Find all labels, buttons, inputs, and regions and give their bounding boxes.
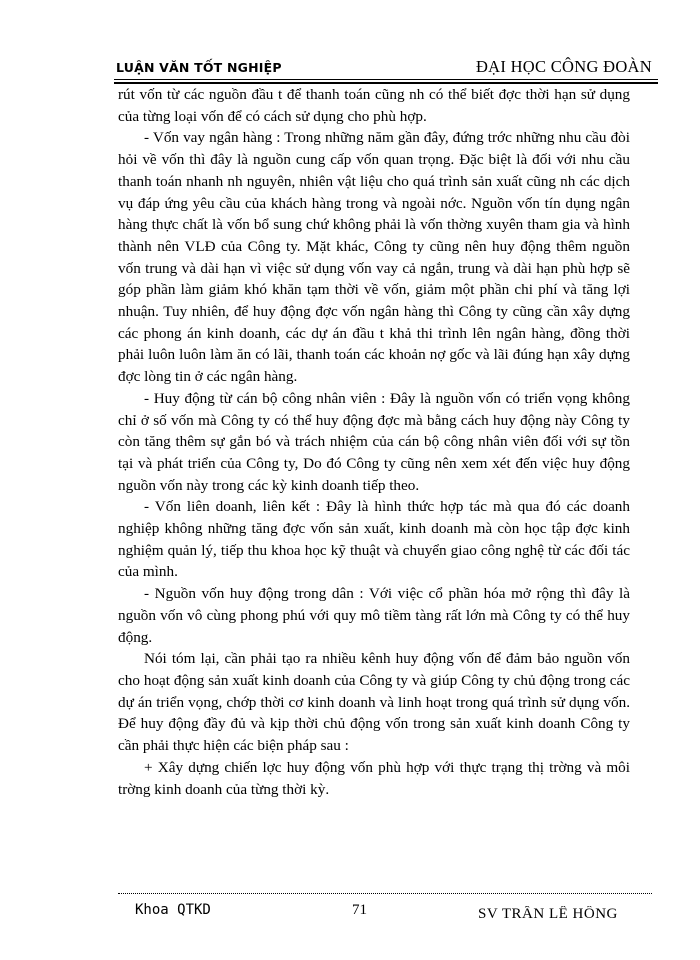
paragraph-summary: Nói tóm lại, cần phải tạo ra nhiều kênh huy động vốn để đảm bảo nguồn vốn cho hoạt động sản xuất kinh doanh của Công ty và giúp Công ty chủ động trong các dự án triển vọng, chớp thời cơ kinh doanh và linh hoạt trong quá trình sử dụng vốn. Để huy động đầy đủ và kịp thời chủ động vốn trong sản xuất kinh doanh Công ty cần phải thực hiện các biện pháp sau :: [118, 650, 630, 755]
paragraph-strategy: + Xây dựng chiến lợc huy động vốn phù hợp với thực trạng thị trờng và môi trờng kinh doanh của từng thời kỳ.: [118, 758, 630, 798]
header-thesis-title: LUẬN VĂN TỐT NGHIỆP: [116, 60, 282, 75]
footer-rule: [118, 893, 652, 894]
paragraph-bank-loans: - Vốn vay ngân hàng : Trong những năm gần đây, đứng trớc những nhu cầu đòi hỏi về vốn thì đây là nguồn cung cấp vốn quan trọng. Đặc biệt là đối với nhu cầu thanh toán nhanh nh nguyên, nhiên vật liệu cho quá trình sản xuất cũng nh các dịch vụ đáp ứng yêu cầu của khách hàng trong và ngoài nớc. Nguồn vốn tín dụng ngân hàng thực chất là vốn bổ sung chứ không phải là vốn thờng xuyên tham gia và hình thành nên VLĐ của Công ty. Mặt khác, Công ty cũng nên huy động thêm nguồn vốn trung và dài hạn vì việc sử dụng vốn vay cả ngắn, trung và dài hạn phù hợp sẽ góp phần làm giảm khó khăn tạm thời về vốn, giảm một phần chi phí và tăng lợi nhuận. Tuy nhiên, để huy động đợc vốn ngân hàng thì Công ty cũng cần xây dựng các phong án kinh doanh, các dự án đầu t khả thi trình lên ngân hàng, đồng thời phải luôn luôn làm ăn có lãi, thanh toán các khoản nợ gốc và lãi đúng hạn xây dựng đợc lòng tin ở các ngân hàng.: [118, 129, 630, 386]
footer-faculty: Khoa QTKD: [135, 902, 211, 918]
page-number: 71: [352, 902, 367, 918]
paragraph-joint-venture: - Vốn liên doanh, liên kết : Đây là hình thức hợp tác mà qua đó các doanh nghiệp không những tăng đợc vốn sản xuất, kinh doanh mà còn học tập đợc kinh nghiệm quản lý, tiếp thu khoa học kỹ thuật và chuyển giao công nghệ từ các đối tác của mình.: [118, 498, 630, 581]
paragraph-1: rút vốn từ các nguồn đầu t để thanh toán cũng nh có thể biết đợc thời hạn sử dụng của từng loại vốn để có cách sử dụng cho phù hợp.: [118, 86, 630, 125]
footer-student-name: SV TRẦN LÊ HỒNG: [478, 906, 618, 922]
paragraph-employee-funding: - Huy động từ cán bộ công nhân viên : Đây là nguồn vốn có triển vọng không chỉ ở số vốn mà Công ty có thể huy động đợc mà bằng cách huy động này Công ty còn tăng thêm sự gắn bó và trách nhiệm của cán bộ công nhân viên đối với sự tồn tại và phát triển của Công ty, Do đó Công ty cũng nên xem xét đến việc huy động nguồn vốn này trong các kỳ kinh doanh tiếp theo.: [118, 389, 630, 494]
header-university-name: ĐẠI HỌC CÔNG ĐOÀN: [475, 57, 652, 76]
paragraph-public-funding: - Nguồn vốn huy động trong dân : Với việc cổ phần hóa mở rộng thì đây là nguồn vốn vô cùng phong phú với quy mô tiềm tàng rất lớn mà Công ty có thể huy động.: [118, 585, 630, 646]
header-rule-thin: [114, 79, 658, 80]
body-text: [118, 84, 630, 800]
